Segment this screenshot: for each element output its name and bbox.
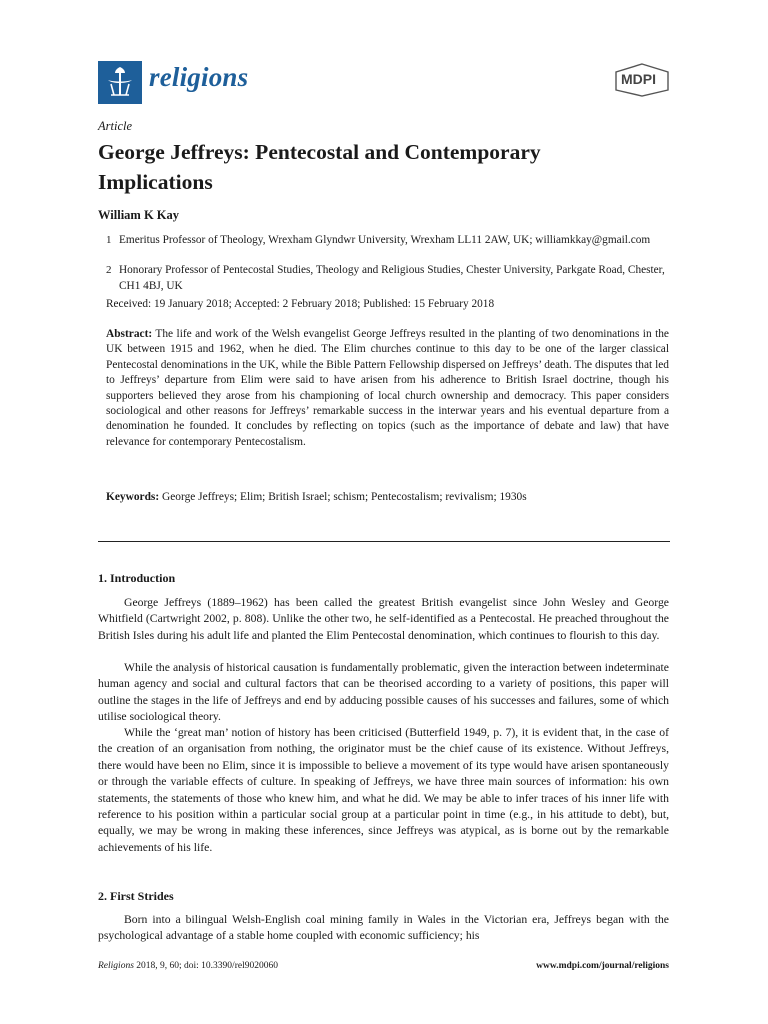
publication-dates: Received: 19 January 2018; Accepted: 2 February 2018; Published: 15 February 2018 (106, 298, 495, 310)
section-heading-first-strides: 2. First Strides (98, 889, 174, 903)
paragraph: George Jeffreys (1889–1962) has been called the greatest British evangelist since John Wesley and George Whitfield (Cartwright 2002, p. 808). Unlike the other two, he self-identified as a Pentecostal. He preached throughout the British Isles during his adult life and planted the Elim Pentecostal denomination, which continues to flourish to this day. (98, 596, 669, 642)
abstract-text: The life and work of the Welsh evangelist George Jeffreys resulted in the planting of two denominations in the UK between 1915 and 1962, when he died. The Elim churches continue to this day to be one of the larger classical Pentecostal denominations in the UK, while the Bible Pattern Fellowship dispersed on Jeffreys’ death. The disputes that led to Jeffreys’ departure from Elim were said to have arisen from his adherence to British Israel doctrine, though his supporters believed they arose from his championing of local church ownership and democracy. This paper considers sociological and other reasons for Jeffreys’ remarkable success in the interwar years and his eventual departure from a denomination he founded. It concludes by reflecting on topics (such as the importance of debate and law) that have relevance for contemporary Pentecostalism. (106, 328, 669, 448)
affiliation-text: Emeritus Professor of Theology, Wrexham Glyndwr University, Wrexham LL11 2AW, UK; williamkkay@gmail.com (119, 234, 651, 246)
journal-name: religions (149, 62, 249, 92)
affiliation-number: 2 (106, 264, 112, 276)
publisher-name: MDPI (621, 71, 656, 87)
page-title: George Jeffreys: Pentecostal and Contemporary Implications (98, 140, 541, 194)
paragraph: While the ‘great man’ notion of history has been criticised (Butterfield 1949, p. 7), it is evident that, in the case of the creation of an organisation from nothing, the originator must be the chief cause of its existence. Without Jeffreys, there would have been no Elim, since it is impossible to believe a movement of its type would have arisen spontaneously or through the variable effects of culture. In speaking of Jeffreys, we have three main sources of information: his own statements, the statements of those who knew him, and what he did. We may be able to infer traces of his inner life with reference to his position within a particular social group at a particular point in time (e.g., in his attitude to debt), but, equally, we may be wrong in making these inferences, since Jeffreys was atypical, as is borne out by the remarkable achievements of his life. (98, 726, 669, 854)
publisher-logo (614, 63, 670, 97)
paragraph: Born into a bilingual Welsh-English coal mining family in Wales in the Victorian era, Jeffreys began with the psychological advantage of a stable home coupled with economic sufficiency; his (98, 913, 669, 943)
abstract-label: Abstract: (106, 328, 153, 340)
affiliation-text: Honorary Professor of Pentecostal Studies, Theology and Religious Studies, Chester University, Parkgate Road, Chester, CH1 4BJ, UK (119, 264, 665, 292)
divider (98, 541, 670, 542)
footer-citation (98, 961, 278, 971)
affiliation-1 (106, 233, 668, 249)
affiliation-number: 1 (106, 234, 112, 246)
journal-logo-icon (98, 61, 142, 104)
keywords-label: Keywords: (106, 491, 160, 503)
paragraph: While the analysis of historical causation is fundamentally problematic, given the interaction between indeterminate human agency and social and cultural factors that can be theorised according to a variety of positions, this paper will outline the stages in the life of Jeffreys and end by adducing possible causes of his successes and failures, some of which utilise sociological theory. (98, 661, 669, 724)
footer-url[interactable]: www.mdpi.com/journal/religions (536, 961, 669, 971)
affiliation-2 (106, 263, 668, 294)
footer-journal: Religions (98, 961, 134, 971)
abstract (106, 327, 669, 450)
article-type-label: Article (98, 119, 133, 133)
keywords (106, 490, 669, 505)
section-heading-introduction: 1. Introduction (98, 571, 176, 585)
keywords-text: George Jeffreys; Elim; British Israel; schism; Pentecostalism; revivalism; 1930s (162, 491, 527, 503)
footer-citation-text: 2018, 9, 60; doi: 10.3390/rel9020060 (133, 961, 278, 971)
author-name: William K Kay (98, 208, 180, 222)
